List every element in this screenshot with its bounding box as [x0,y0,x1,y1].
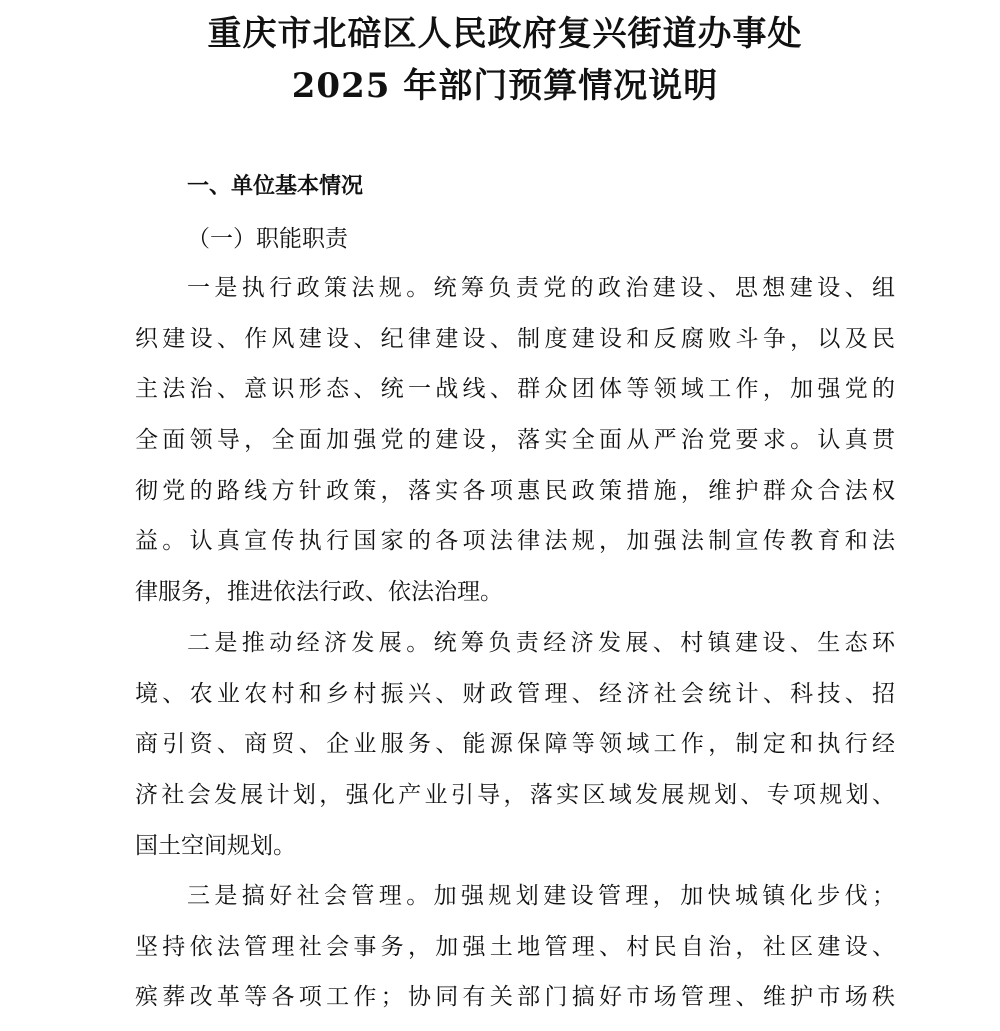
paragraph-line: 织建设、作风建设、纪律建设、制度建设和反腐败斗争，以及民 [135,325,895,352]
section-heading: 一、单位基本情况 [187,174,364,199]
paragraph-line: 全面领导，全面加强党的建设，落实全面从严治党要求。认真贯 [135,427,895,454]
paragraph-2 [135,626,895,879]
paragraph-line: 殡葬改革等各项工作；协同有关部门搞好市场管理、维护市场秩 [135,984,895,1011]
title-line-1: 重庆市北碚区人民政府复兴街道办事处 [207,14,803,54]
paragraph-line: 一是执行政策法规。统筹负责党的政治建设、思想建设、组 [187,275,895,301]
paragraph-line: 益。认真宣传执行国家的各项法律法规，加强法制宣传教育和法 [135,528,895,555]
document-title [0,8,1000,112]
paragraph-line: 二是推动经济发展。统筹负责经济发展、村镇建设、生态环 [187,630,895,656]
paragraph-line: 彻党的路线方针政策，落实各项惠民政策措施，维护群众合法权 [135,477,895,504]
paragraph-line: 坚持依法管理社会事务，加强土地管理、村民自治，社区建设、 [135,933,895,960]
paragraph-3 [135,879,895,1031]
title-line-2: 2025 年部门预算情况说明 [291,66,719,106]
paragraph-line: 境、农业农村和乡村振兴、财政管理、经济社会统计、科技、招 [135,680,895,707]
paragraph-line: 商引资、商贸、企业服务、能源保障等领域工作，制定和执行经 [135,731,895,758]
paragraph-line: 济社会发展计划，强化产业引导，落实区域发展规划、专项规划、 [135,782,895,809]
paragraph-line: 国土空间规划。 [135,832,296,859]
paragraph-line: 主法治、意识形态、统一战线、群众团体等领域工作，加强党的 [135,376,895,403]
paragraph-line: 三是搞好社会管理。加强规划建设管理，加快城镇化步伐； [187,883,895,909]
subsection-heading: （一）职能职责 [187,226,348,252]
paragraph-line: 律服务，推进依法行政、依法治理。 [135,579,503,606]
paragraph-1 [135,271,895,626]
